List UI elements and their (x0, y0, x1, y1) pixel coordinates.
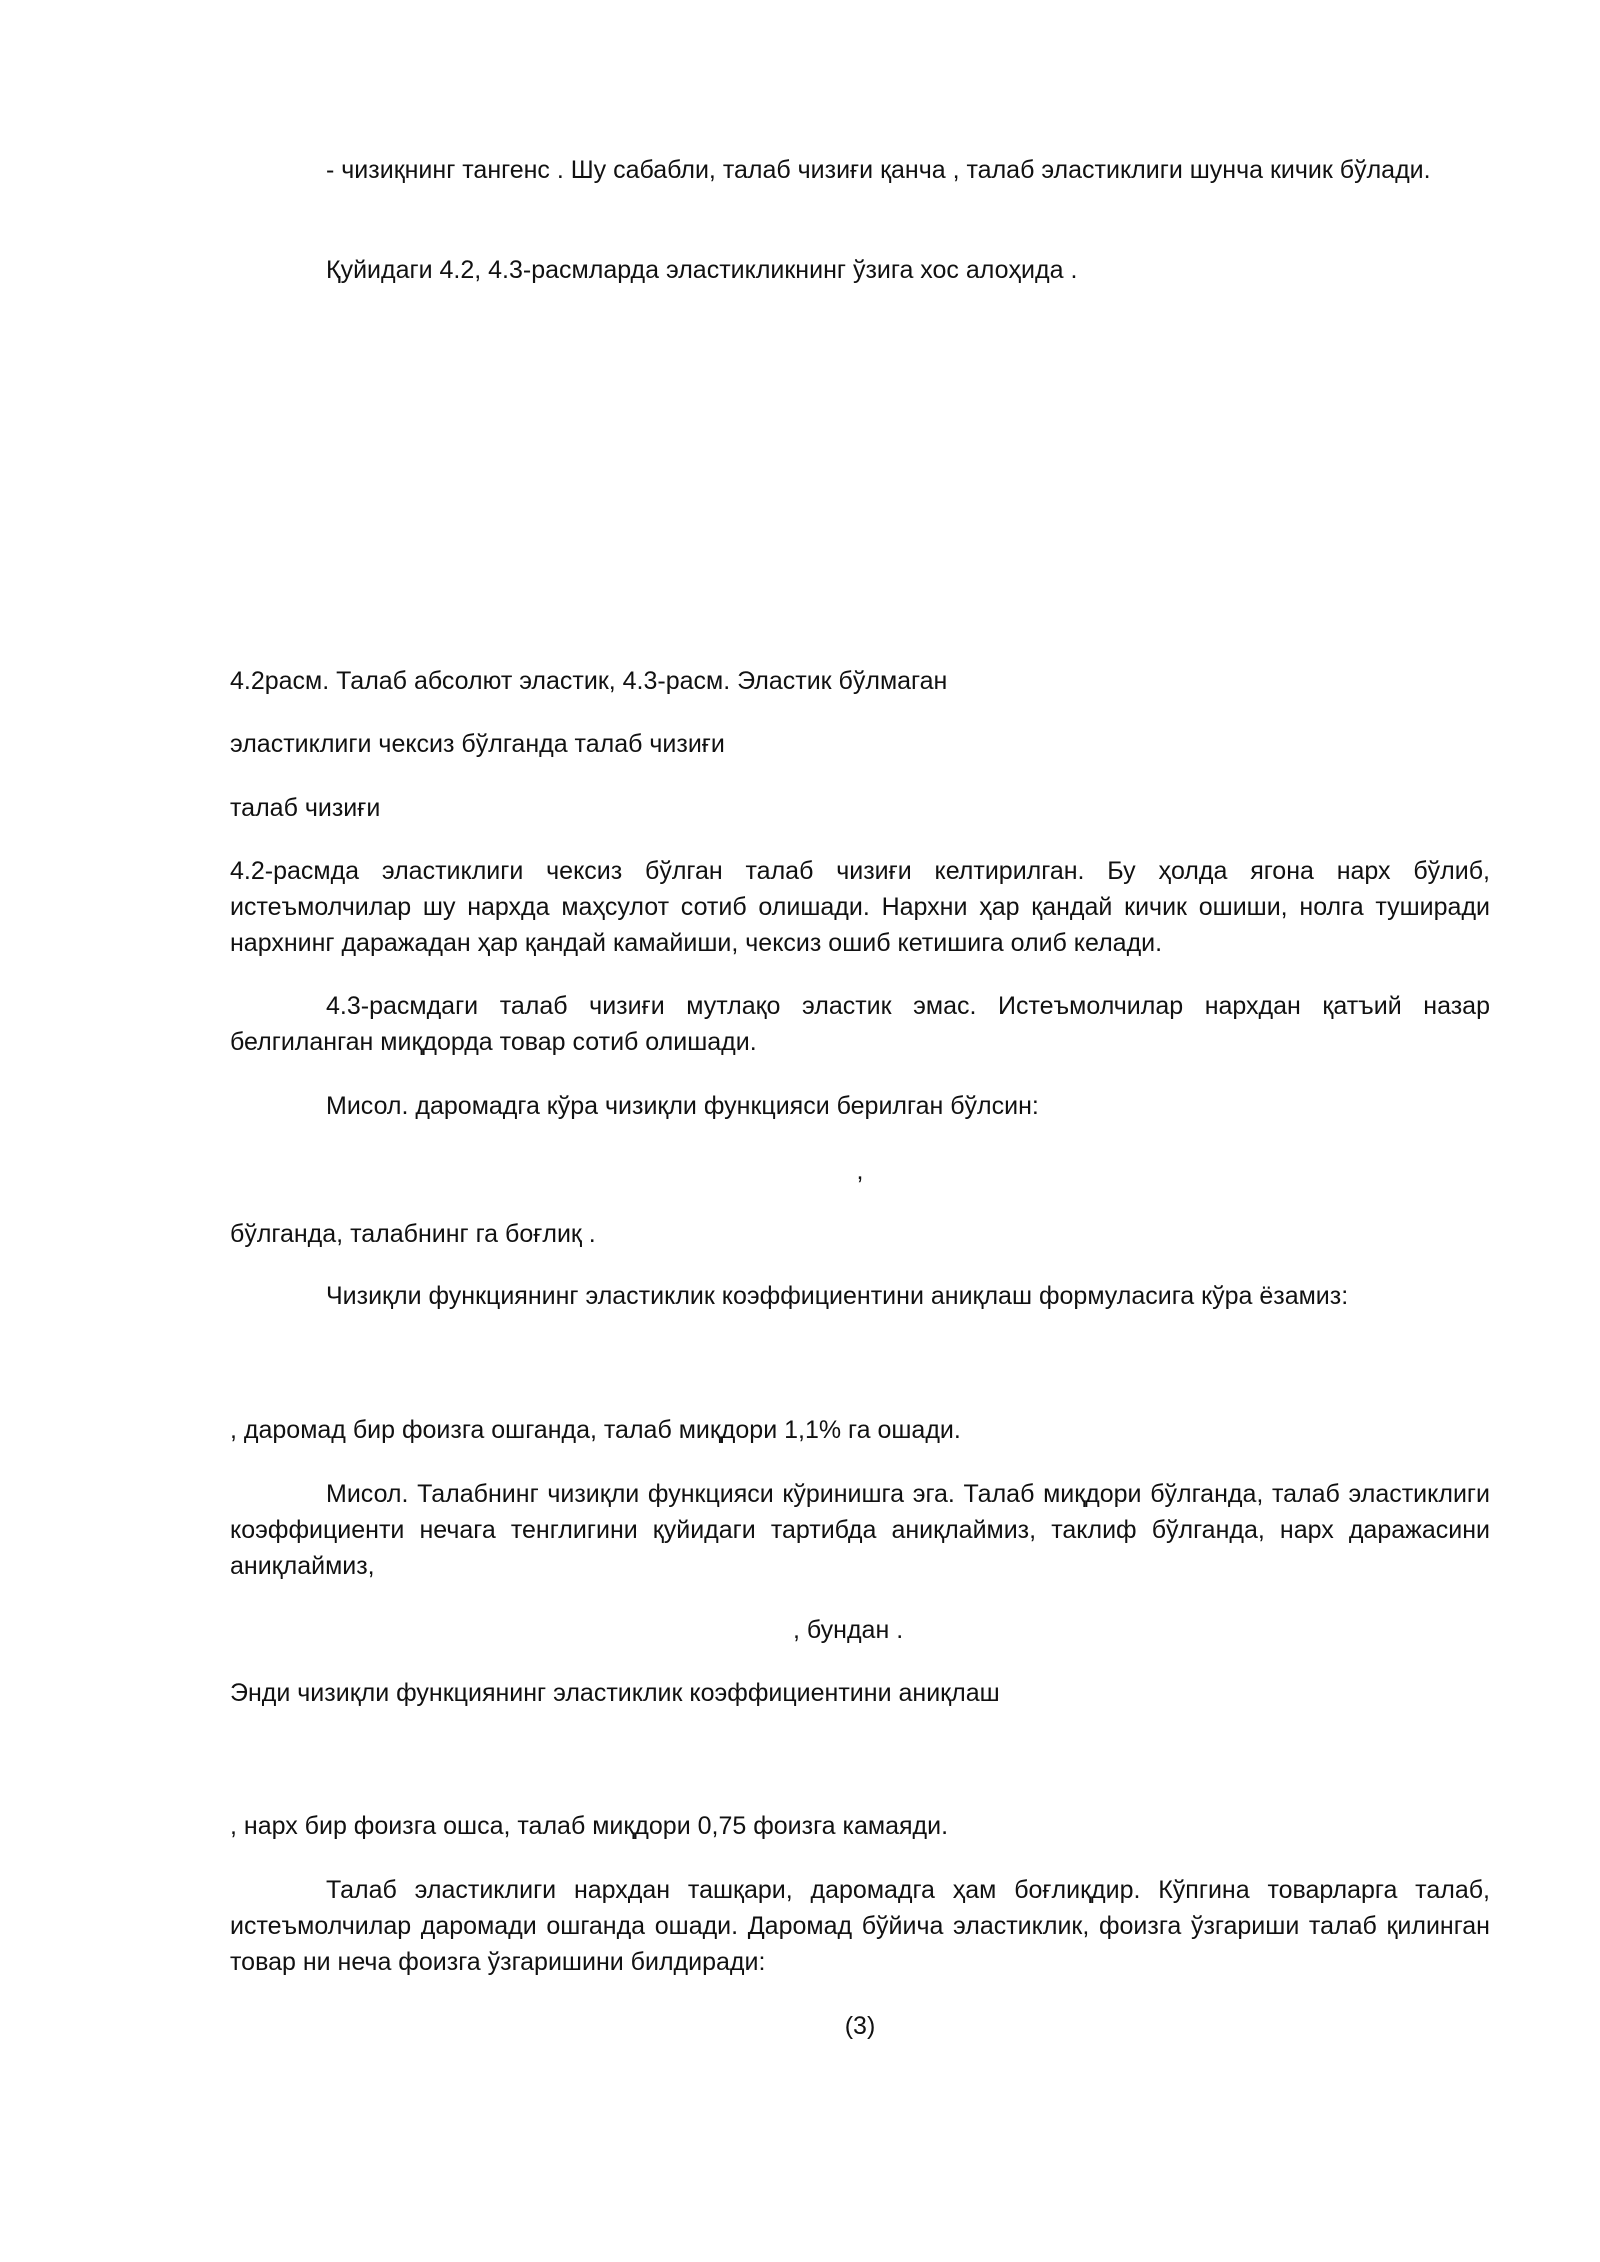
paragraph-fig-4-3: 4.3-расмдаги талаб чизиғи мутлақо эластик эмас. Истеъмолчилар нархдан қатъий назар белгиланган миқдорда товар сотиб олишади. (230, 992, 1490, 1056)
figure-caption-line-1: 4.2расм. Талаб абсолют эластик, 4.3-расм. Эластик бўлмаган (230, 667, 948, 695)
figure-caption-line-3: талаб чизиғи (230, 794, 381, 822)
paragraph-linear-coefficient: Энди чизиқли функциянинг эластиклик коэффициентини аниқлаш (230, 1679, 1000, 1707)
paragraph-price-result: , нарх бир фоизга ошса, талаб миқдори 0,75 фоизга камаяди. (230, 1812, 949, 1840)
paragraph-tangent: - чизиқнинг тангенс . Шу сабабли, талаб чизиғи қанча , талаб эластиклиги шунча кичик бўлади. (326, 156, 1431, 184)
paragraph-figures-intro: Қуйидаги 4.2, 4.3-расмларда эластикликнинг ўзига хос алоҳида . (326, 256, 1078, 284)
paragraph-income-elasticity: Талаб эластиклиги нархдан ташқари, даромадга ҳам боғлиқдир. Кўпгина товарларга талаб, истеъмолчилар даромади ошганда ошади. Даромад бўйича эластиклик, фоизга ўзгариши талаб қилинган товар ни неча фоизга ўзгаришини билдиради: (230, 1876, 1490, 1976)
paragraph-fig-4-2: 4.2-расмда эластиклиги чексиз бўлган талаб чизиғи келтирилган. Бу ҳолда ягона нарх бўлиб, истеъмолчилар шу нархда маҳсулот сотиб олишади. Нархни ҳар қандай кичик ошиши, нолга туширади нархнинг даражадан ҳар қандай камайиши, чексиз ошиб кетишига олиб келади. (230, 857, 1490, 957)
paragraph-example-2: Мисол. Талабнинг чизиқли функцияси кўринишга эга. Талаб миқдори бўлганда, талаб эластиклиги коэффициенти нечага тенглигини қуйидаги тартибда аниқлаймиз, таклиф бўлганда, нарх даражасини аниқлаймиз, (230, 1480, 1490, 1580)
formula-hence-line: , бундан . (793, 1616, 904, 1644)
equation-number: (3) (844, 2012, 876, 2040)
paragraph-income-result: , даромад бир фоизга ошганда, талаб миқдори 1,1% га ошади. (230, 1416, 961, 1444)
paragraph-dependency: бўлганда, талабнинг га боғлиқ . (230, 1220, 596, 1248)
figure-caption-line-2: эластиклиги чексиз бўлганда талаб чизиғи (230, 730, 725, 758)
paragraph-example-1: Мисол. даромадга кўра чизиқли функцияси берилган бўлсин: (326, 1092, 1039, 1120)
paragraph-coefficient-formula: Чизиқли функциянинг эластиклик коэффициентини аниқлаш формуласига кўра ёзамиз: (326, 1282, 1349, 1310)
formula-comma-line: , (856, 1157, 864, 1185)
